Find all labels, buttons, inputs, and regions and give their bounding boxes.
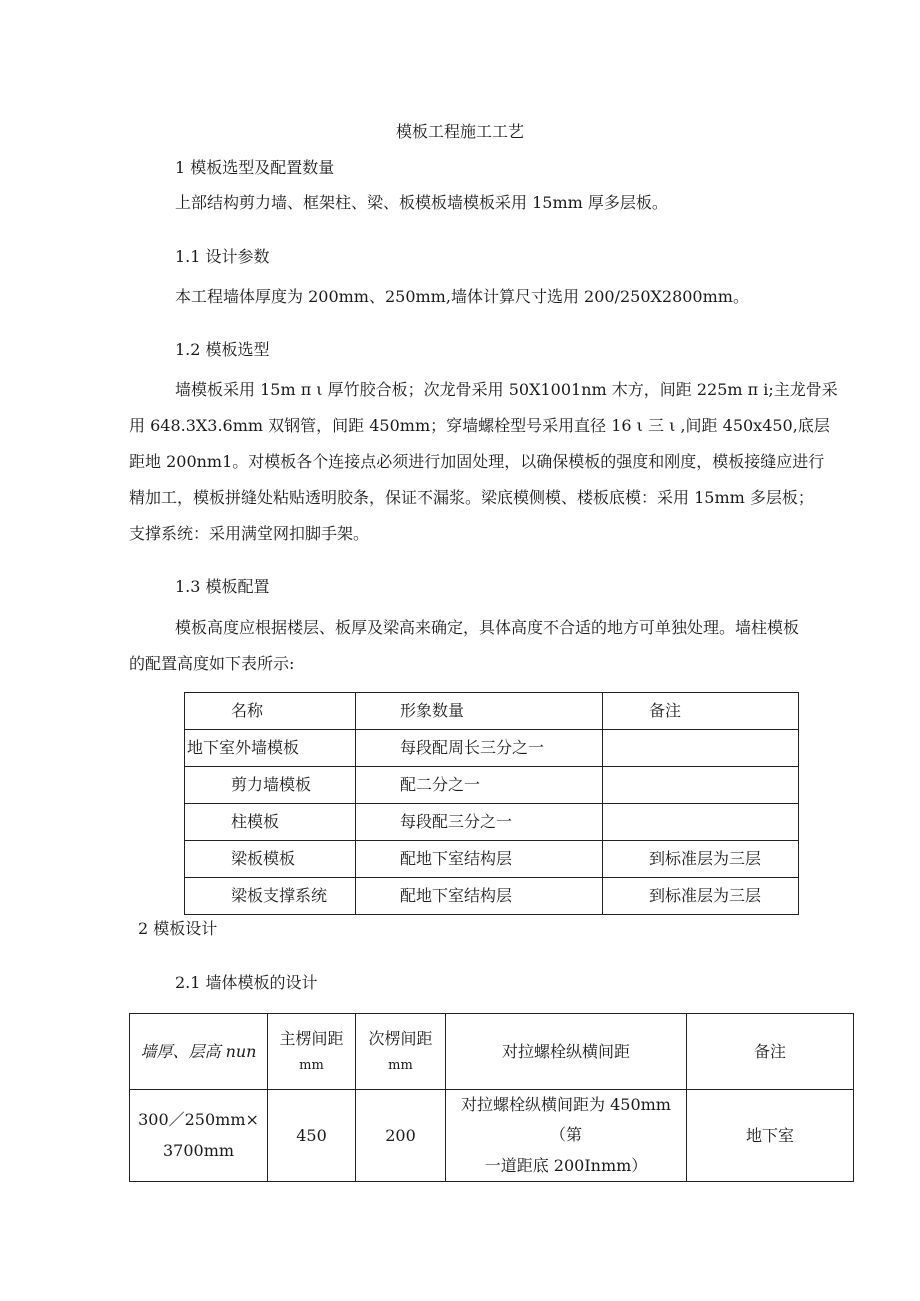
header-main-spacing: [268, 1014, 356, 1090]
cell-quantity: 每段配三分之一: [356, 804, 603, 841]
table-header-row: [130, 1014, 854, 1090]
cell-remarks: 到标准层为三层: [603, 878, 799, 915]
header-main-spacing-unit: mm: [299, 1058, 324, 1074]
section-2-heading: 2 模板设计: [138, 919, 218, 938]
section-1-2-heading: 1.2 模板选型: [175, 340, 270, 359]
cell-name: 梁板模板: [185, 841, 356, 878]
formwork-config-table: [184, 692, 799, 915]
table-row: [130, 1090, 854, 1182]
cell-name: 柱模板: [185, 804, 356, 841]
header-secondary-spacing-unit: mm: [388, 1058, 413, 1074]
cell-quantity: 配地下室结构层: [356, 841, 603, 878]
header-remarks: 备注: [687, 1014, 854, 1090]
table-row: [185, 878, 799, 915]
cell-wall-thickness-line2: 3700mm: [162, 1140, 235, 1160]
header-secondary-spacing-label: 次楞间距: [368, 1028, 433, 1048]
section-1-2-line: 用 648.3X3.6mm 双钢管，间距 450mm；穿墙螺栓型号采用直径 16 ι 三 ι ,间距 450x450,底层: [129, 416, 830, 435]
cell-remarks: [603, 767, 799, 804]
cell-quantity: 配二分之一: [356, 767, 603, 804]
section-1-2-line: 精加工，模板拼缝处粘贴透明胶条，保证不漏浆。梁底模侧模、楼板底模：采用 15mm 多层板；: [129, 488, 814, 507]
section-1-3-line: 模板高度应根据楼层、板厚及梁高来确定，具体高度不合适的地方可单独处理。墙柱模板: [175, 618, 800, 637]
cell-secondary-spacing: 200: [356, 1090, 446, 1182]
section-1-1-heading: 1.1 设计参数: [175, 247, 270, 266]
cell-bolt-spacing: [446, 1090, 687, 1182]
wall-formwork-design-table: [129, 1013, 854, 1182]
section-1-3-line: 的配置高度如下表所示:: [129, 654, 295, 673]
page-title: 模板工程施工工艺: [395, 122, 524, 141]
cell-remarks: 地下室: [687, 1090, 854, 1182]
header-remarks: 备注: [603, 693, 799, 730]
header-bolt-spacing: 对拉螺栓纵横间距: [446, 1014, 687, 1090]
table-header-row: [185, 693, 799, 730]
cell-wall-thickness-line1: 300／250mm×: [138, 1110, 259, 1130]
section-1-heading: 1 模板选型及配置数量: [175, 158, 335, 177]
header-main-spacing-label: 主楞间距: [279, 1028, 344, 1048]
header-wall-thickness: 墙厚、层高 nun: [130, 1014, 268, 1090]
cell-name: 地下室外墙模板: [185, 730, 356, 767]
cell-remarks: 到标准层为三层: [603, 841, 799, 878]
cell-quantity: 每段配周长三分之一: [356, 730, 603, 767]
cell-remarks: [603, 804, 799, 841]
table-row: [185, 767, 799, 804]
section-1-1-text: 本工程墙体厚度为 200mm、250mm,墙体计算尺寸选用 200/250X2800mm。: [175, 287, 749, 306]
cell-main-spacing: 450: [268, 1090, 356, 1182]
table-row: [185, 841, 799, 878]
cell-remarks: [603, 730, 799, 767]
section-1-2-line: 距地 200nm1。对模板各个连接点必须进行加固处理，以确保模板的强度和刚度，模板接缝应进行: [129, 452, 825, 471]
header-quantity: 形象数量: [356, 693, 603, 730]
section-1-text: 上部结构剪力墙、框架柱、梁、板模板墙模板采用 15mm 厚多层板。: [175, 193, 668, 212]
cell-quantity: 配地下室结构层: [356, 878, 603, 915]
header-secondary-spacing: [356, 1014, 446, 1090]
section-1-3-heading: 1.3 模板配置: [175, 577, 270, 596]
cell-bolt-spacing-line1: 对拉螺栓纵横间距为 450mm（第: [461, 1095, 671, 1145]
section-2-1-heading: 2.1 墙体模板的设计: [175, 973, 318, 992]
cell-name: 梁板支撑系统: [185, 878, 356, 915]
cell-bolt-spacing-line2: 一道距底 200Inmm）: [484, 1155, 648, 1175]
section-1-2-line: 支撑系统：采用满堂网扣脚手架。: [129, 524, 370, 543]
table-row: [185, 730, 799, 767]
header-name: 名称: [185, 693, 356, 730]
cell-wall-thickness: [130, 1090, 268, 1182]
table-row: [185, 804, 799, 841]
section-1-2-line: 墙模板采用 15m π ι 厚竹胶合板；次龙骨采用 50X1001nm 木方，间距 225m π i;主龙骨采: [175, 380, 838, 399]
cell-name: 剪力墙模板: [185, 767, 356, 804]
